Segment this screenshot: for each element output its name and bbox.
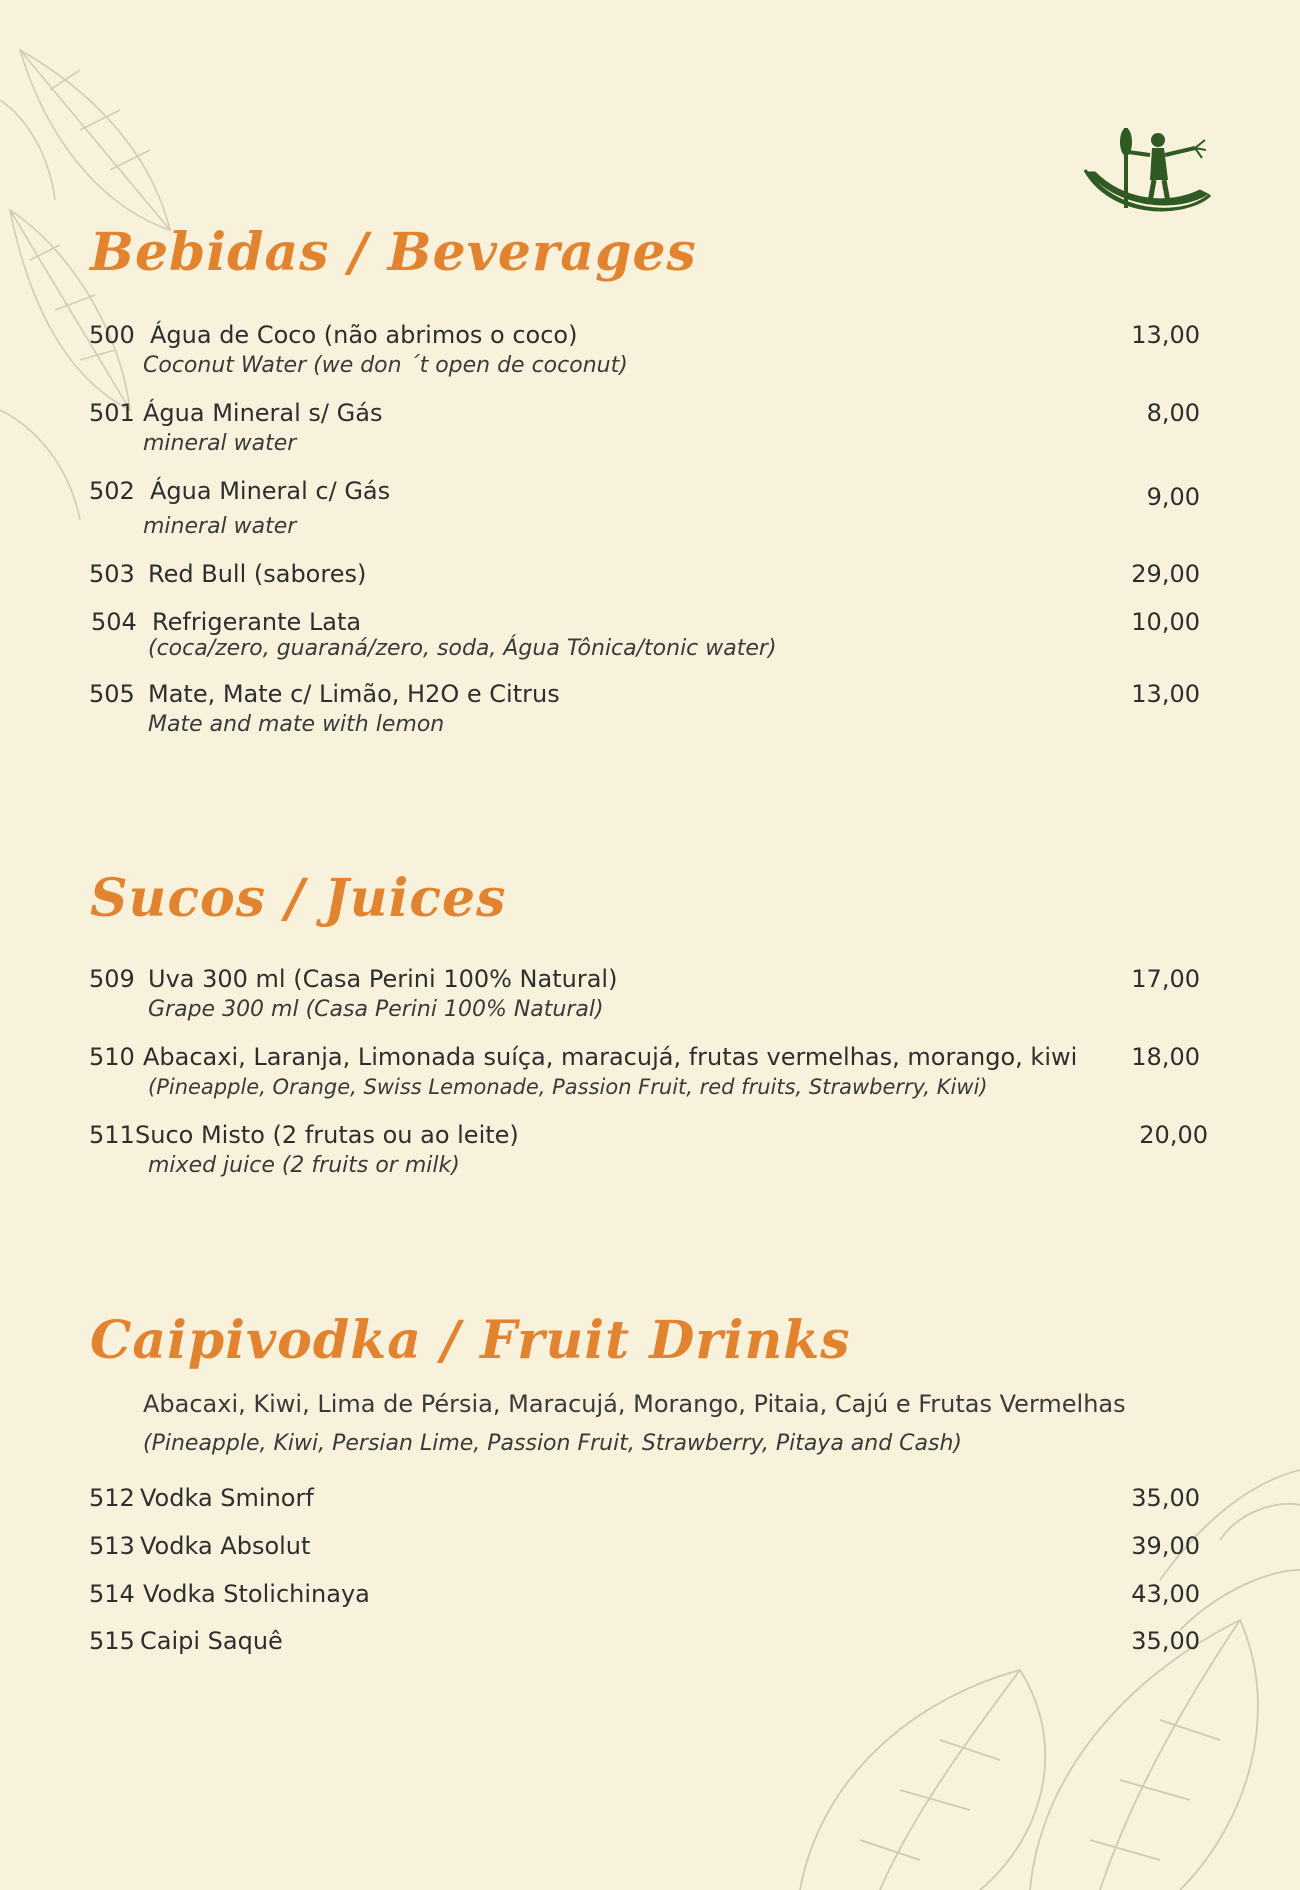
item-price: 35,00: [1131, 1484, 1200, 1512]
menu-item: [0, 1624, 1300, 1658]
item-name: Red Bull (sabores): [148, 560, 367, 588]
item-name: Suco Misto (2 frutas ou ao leite): [135, 1121, 519, 1149]
item-name: Água Mineral c/ Gás: [150, 477, 391, 505]
item-code: 513: [89, 1532, 135, 1560]
item-name: Vodka Stolichinaya: [143, 1580, 370, 1608]
item-translation: Coconut Water (we don ´t open de coconut): [143, 353, 628, 378]
item-price: 39,00: [1131, 1532, 1200, 1560]
item-price: 10,00: [1131, 608, 1200, 636]
item-price: 20,00: [1139, 1121, 1208, 1149]
item-translation: (Pineapple, Orange, Swiss Lemonade, Passion Fruit, red fruits, Strawberry, Kiwi): [148, 1075, 988, 1099]
section-title: Caipivodka / Fruit Drinks: [90, 1310, 851, 1371]
item-code: 514: [89, 1580, 135, 1608]
menu-item: [0, 1529, 1300, 1563]
menu-item: [0, 396, 1300, 430]
item-translation: mixed juice (2 fruits or milk): [148, 1153, 460, 1178]
menu-item: [0, 1481, 1300, 1515]
item-code: 510: [89, 1043, 135, 1071]
menu-item: [0, 557, 1300, 591]
item-name: Água de Coco (não abrimos o coco): [150, 321, 578, 349]
boatman-with-oar-icon: [1080, 120, 1220, 240]
item-name: Uva 300 ml (Casa Perini 100% Natural): [148, 965, 618, 993]
item-translation: mineral water: [143, 431, 297, 456]
item-code: 501: [89, 399, 135, 427]
item-code: 503: [89, 560, 135, 588]
item-name: Caipi Saquê: [140, 1627, 283, 1655]
item-code: 512: [89, 1484, 135, 1512]
menu-item: [0, 1040, 1300, 1074]
item-name: Água Mineral s/ Gás: [143, 399, 383, 427]
item-code: 500: [89, 321, 135, 349]
item-name: Vodka Absolut: [140, 1532, 311, 1560]
menu-item: [0, 677, 1300, 711]
item-code: 515: [89, 1627, 135, 1655]
menu-item: [0, 1577, 1300, 1611]
item-name: Mate, Mate c/ Limão, H2O e Citrus: [148, 680, 560, 708]
item-code: 504: [91, 608, 137, 636]
item-price: 35,00: [1131, 1627, 1200, 1655]
item-translation: Grape 300 ml (Casa Perini 100% Natural): [148, 997, 604, 1022]
section-title: Sucos / Juices: [90, 868, 507, 929]
item-price: 13,00: [1131, 321, 1200, 349]
flavors-note-translation: (Pineapple, Kiwi, Persian Lime, Passion Fruit, Strawberry, Pitaya and Cash): [143, 1431, 963, 1456]
item-price: 9,00: [1146, 483, 1200, 511]
item-code: 505: [89, 680, 135, 708]
item-code: 511: [89, 1121, 135, 1149]
item-code: 502: [89, 477, 135, 505]
menu-item: [0, 962, 1300, 996]
item-name: Refrigerante Lata: [152, 608, 362, 636]
menu-item: [0, 318, 1300, 352]
menu-item: [0, 474, 1300, 508]
item-price: 43,00: [1131, 1580, 1200, 1608]
section-title: Bebidas / Beverages: [90, 222, 697, 283]
item-translation: Mate and mate with lemon: [148, 712, 445, 737]
item-price: 8,00: [1146, 399, 1200, 427]
menu-item: [0, 1118, 1300, 1152]
item-price: 17,00: [1131, 965, 1200, 993]
flavors-note: Abacaxi, Kiwi, Lima de Pérsia, Maracujá, Morango, Pitaia, Cajú e Frutas Vermelhas: [143, 1390, 1126, 1418]
menu-item: [0, 605, 1300, 639]
item-translation: (coca/zero, guaraná/zero, soda, Água Tônica/tonic water): [148, 636, 777, 661]
item-code: 509: [89, 965, 135, 993]
item-price: 29,00: [1131, 560, 1200, 588]
item-price: 18,00: [1131, 1043, 1200, 1071]
item-price: 13,00: [1131, 680, 1200, 708]
item-name: Abacaxi, Laranja, Limonada suíça, maracujá, frutas vermelhas, morango, kiwi: [143, 1043, 1078, 1071]
item-translation: mineral water: [143, 514, 297, 539]
item-name: Vodka Sminorf: [140, 1484, 314, 1512]
